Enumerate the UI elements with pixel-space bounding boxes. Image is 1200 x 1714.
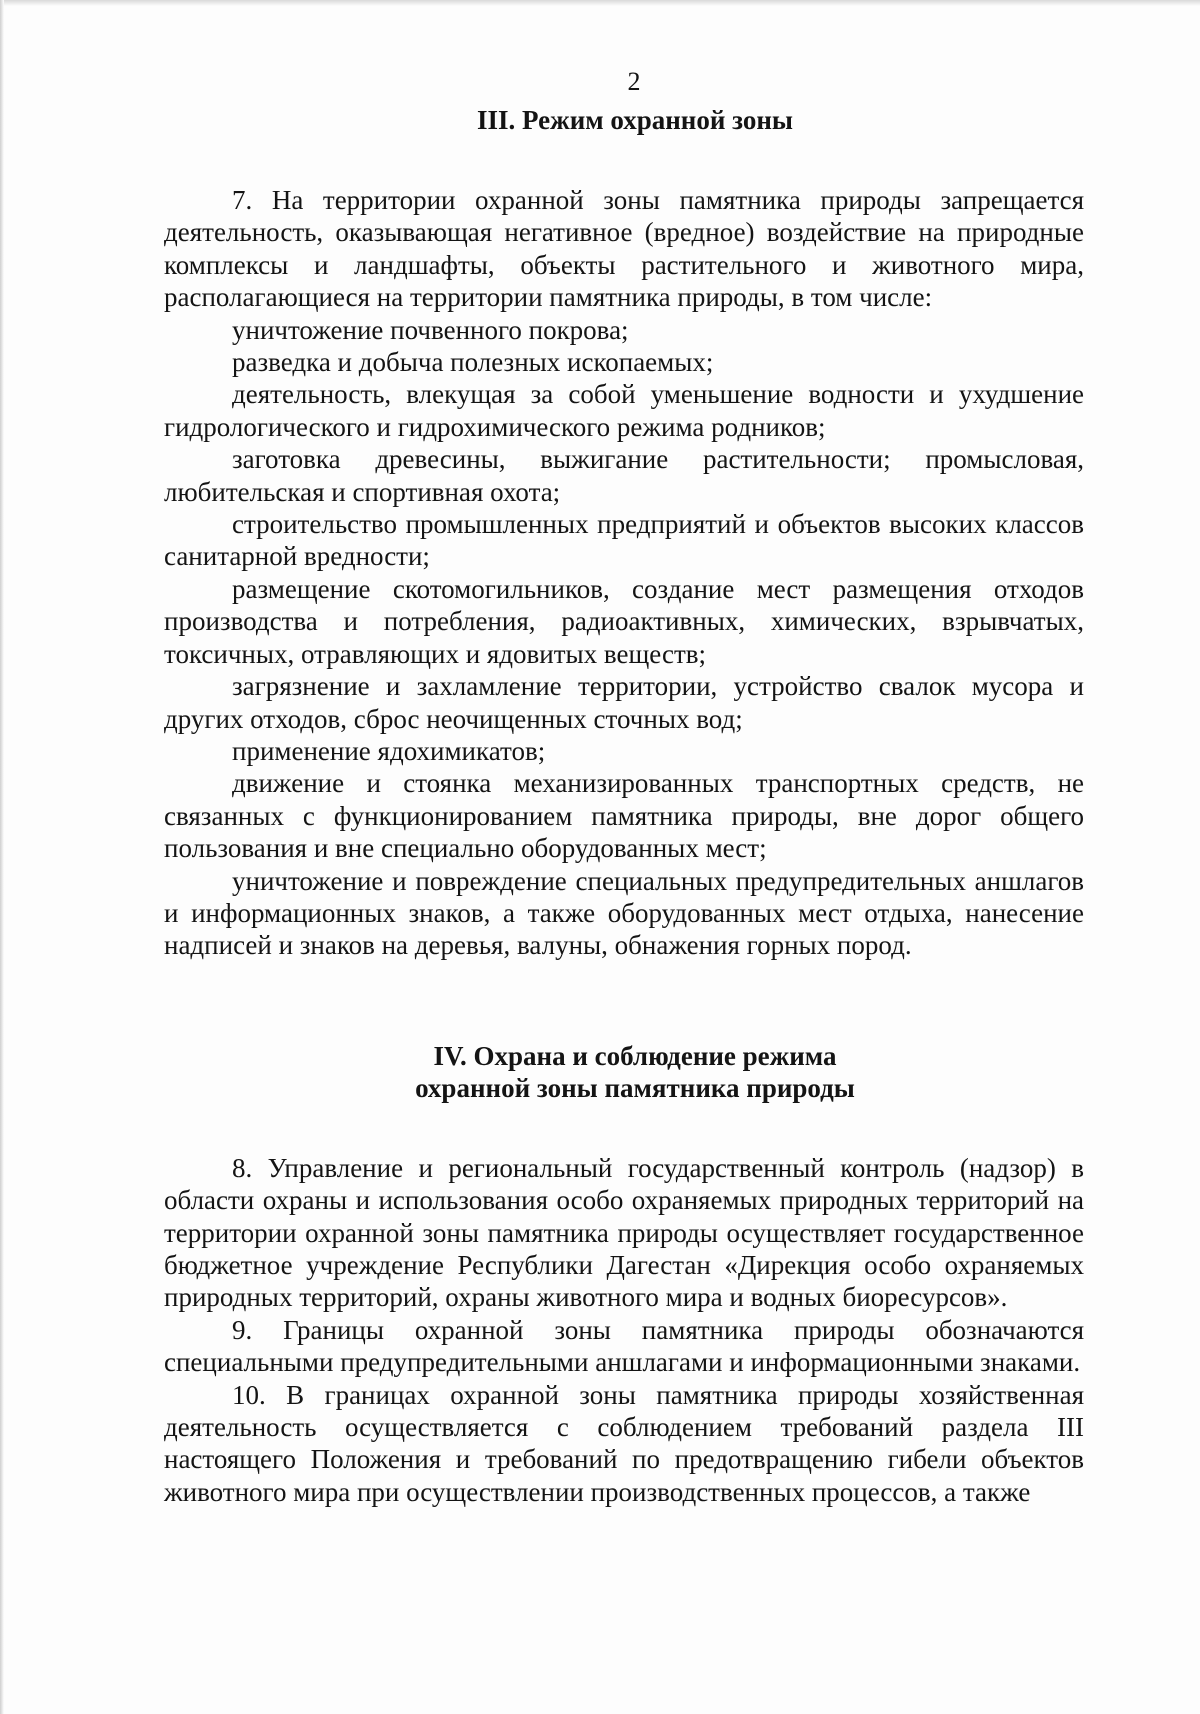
list-item-construction: строительство промышленных предприятий и объектов высоких классов санитарной вредности; bbox=[164, 509, 1084, 572]
section-4-heading-line-2: охранной зоны памятника природы bbox=[415, 1072, 855, 1103]
page-number: 2 bbox=[627, 67, 641, 96]
list-item-water: деятельность, влекущая за собой уменьшение водности и ухудшение гидрологического и гидрохимического режима родников; bbox=[164, 379, 1084, 442]
list-item-signs-damage: уничтожение и повреждение специальных предупредительных аншлагов и информационных знаков, а также оборудованных мест отдыха, нанесение надписей и знаков на деревья, валуны, обнажения горных пород. bbox=[164, 865, 1084, 961]
list-item-mining: разведка и добыча полезных ископаемых; bbox=[232, 347, 714, 378]
paragraph-8: 8. Управление и региональный государственный контроль (надзор) в области охраны и использования особо охраняемых природных территорий на территории охранной зоны памятника природы осуществляет государственное бюджетное учреждение Республики Дагестан «Дирекция особо охраняемых природных территорий, охраны животного мира и водных биоресурсов». bbox=[164, 1152, 1084, 1313]
paragraph-9: 9. Границы охранной зоны памятника природы обозначаются специальными предупредительными аншлагами и информационными знаками. bbox=[164, 1314, 1084, 1378]
section-4-heading bbox=[186, 1040, 1084, 1104]
paragraph-10: 10. В границах охранной зоны памятника природы хозяйственная деятельность осуществляется с соблюдением требований раздела III настоящего Положения и требований по предотвращению гибели объектов животного мира при осуществлении производственных процессов, а также bbox=[164, 1379, 1084, 1507]
paragraph-7: 7. На территории охранной зоны памятника природы запрещается деятельность, оказывающая негативное (вредное) воздействие на природные комплексы и ландшафты, объекты растительного и животного мира, располагающиеся на территории памятника природы, в том числе: bbox=[164, 185, 1084, 313]
list-item-pollution: загрязнение и захламление территории, устройство свалок мусора и других отходов, сброс неочищенных сточных вод; bbox=[164, 671, 1084, 734]
section-4-body bbox=[164, 1152, 1084, 1508]
section-4-heading-line-1: IV. Охрана и соблюдение режима bbox=[433, 1040, 837, 1071]
scan-edge-left bbox=[0, 0, 4, 1714]
list-item-vehicles: движение и стоянка механизированных транспортных средств, не связанных с функционированием памятника природы, вне дорог общего пользования и вне специально оборудованных мест; bbox=[164, 768, 1084, 864]
scan-edge-top bbox=[0, 0, 1200, 6]
section-3-heading: III. Режим охранной зоны bbox=[476, 105, 793, 135]
list-item-soil: уничтожение почвенного покрова; bbox=[232, 314, 629, 345]
section-3-body bbox=[164, 184, 1084, 962]
page-content bbox=[164, 60, 1084, 1508]
list-item-timber-hunting: заготовка древесины, выжигание растительности; промысловая, любительская и спортивная охота; bbox=[164, 444, 1084, 507]
list-item-waste-disposal: размещение скотомогильников, создание мест размещения отходов производства и потребления, радиоактивных, химических, взрывчатых, токсичных, отравляющих и ядовитых веществ; bbox=[164, 573, 1084, 669]
list-item-pesticides: применение ядохимикатов; bbox=[232, 735, 546, 766]
